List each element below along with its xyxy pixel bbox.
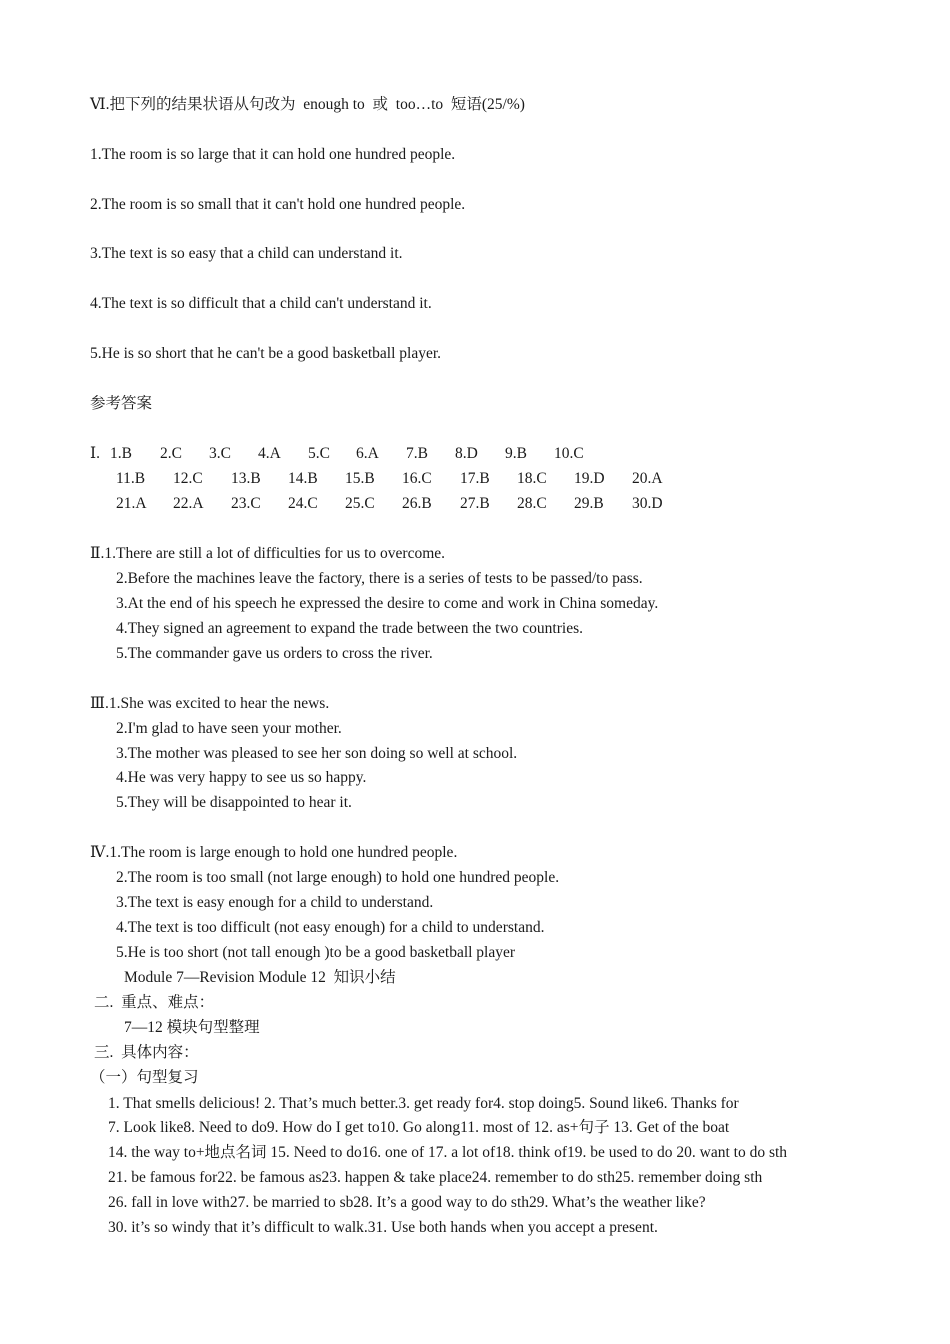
section6-heading: Ⅵ.把下列的结果状语从句改为 enough to 或 too…to 短语(25/%) — [90, 96, 525, 113]
answer-item: 13.B — [231, 470, 261, 487]
answer-item: 11.B — [116, 470, 146, 487]
summary-section3-label: 三. 具体内容： — [94, 1044, 199, 1061]
summary-sub1-label: （一）句型复习 — [90, 1069, 199, 1086]
section6-item-1: 1.The room is so large that it can hold one hundred people. — [90, 146, 456, 163]
summary-line-4: 21. be famous for22. be famous as23. happen & take place24. remember to do sth25. remember doing sth — [108, 1169, 763, 1186]
answer-item: 26.B — [402, 495, 432, 512]
answer-item: 25.C — [345, 495, 375, 512]
answers-part2-line-1: Ⅱ.1.There are still a lot of difficulties for us to overcome. — [90, 545, 446, 562]
summary-line-6: 30. it’s so windy that it’s difficult to walk.31. Use both hands when you accept a present. — [108, 1219, 658, 1236]
summary-section2-label: 二. 重点、难点： — [94, 994, 215, 1011]
answer-item: 16.C — [402, 470, 432, 487]
section6-item-4: 4.The text is so difficult that a child can't understand it. — [90, 295, 432, 312]
section6-item-2: 2.The room is so small that it can't hold one hundred people. — [90, 196, 466, 213]
answer-item: 2.C — [160, 445, 182, 462]
answer-item: 23.C — [231, 495, 261, 512]
answers-part4-line-5: 5.He is too short (not tall enough )to be a good basketball player — [116, 944, 516, 961]
section6-item-5: 5.He is so short that he can't be a good basketball player. — [90, 345, 442, 362]
answers-heading: 参考答案 — [90, 395, 153, 412]
answer-item: 1.B — [110, 445, 132, 462]
section6-item-3: 3.The text is so easy that a child can understand it. — [90, 245, 403, 262]
summary-title: Module 7—Revision Module 12 知识小结 — [124, 969, 396, 986]
answers-part4-line-3: 3.The text is easy enough for a child to understand. — [116, 894, 434, 911]
answer-item: 9.B — [505, 445, 527, 462]
answer-item: 27.B — [460, 495, 490, 512]
answer-item: 19.D — [574, 470, 605, 487]
summary-line-5: 26. fall in love with27. be married to sb28. It’s a good way to do sth29. What’s the weather like? — [108, 1194, 706, 1211]
answer-item: 8.D — [455, 445, 478, 462]
answer-item: 5.C — [308, 445, 330, 462]
answers-part3-line-5: 5.They will be disappointed to hear it. — [116, 794, 352, 811]
answers-part2-line-2: 2.Before the machines leave the factory, there is a series of tests to be passed/to pass. — [116, 570, 643, 587]
answer-item: 30.D — [632, 495, 663, 512]
answers-part3-line-1: Ⅲ.1.She was excited to hear the news. — [90, 695, 330, 712]
summary-line-2: 7. Look like8. Need to do9. How do I get to10. Go along11. most of 12. as+句子 13. Get of the boat — [108, 1119, 730, 1136]
answer-item: 18.C — [517, 470, 547, 487]
answer-item: 15.B — [345, 470, 375, 487]
answers-part4-line-4: 4.The text is too difficult (not easy enough) for a child to understand. — [116, 919, 545, 936]
answer-item: 3.C — [209, 445, 231, 462]
summary-line-3: 14. the way to+地点名词 15. Need to do16. one of 17. a lot of18. think of19. be used to do 20. want to do sth — [108, 1144, 788, 1161]
answers-part3-line-2: 2.I'm glad to have seen your mother. — [116, 720, 342, 737]
answer-item: 10.C — [554, 445, 584, 462]
summary-section2-text: 7—12 模块句型整理 — [124, 1019, 260, 1036]
answer-item: 14.B — [288, 470, 318, 487]
answers-part1-label: Ⅰ. — [90, 445, 100, 462]
answers-part4-line-2: 2.The room is too small (not large enough) to hold one hundred people. — [116, 869, 560, 886]
answer-item: 6.A — [356, 445, 379, 462]
answer-item: 7.B — [406, 445, 428, 462]
answers-part2-line-4: 4.They signed an agreement to expand the trade between the two countries. — [116, 620, 583, 637]
answers-part3-line-3: 3.The mother was pleased to see her son doing so well at school. — [116, 745, 518, 762]
answer-item: 24.C — [288, 495, 318, 512]
answer-item: 28.C — [517, 495, 547, 512]
answers-part2-line-3: 3.At the end of his speech he expressed the desire to come and work in China someday. — [116, 595, 659, 612]
summary-line-1: 1. That smells delicious! 2. That’s much better.3. get ready for4. stop doing5. Sound like6. Thanks for — [108, 1095, 739, 1112]
answer-item: 17.B — [460, 470, 490, 487]
answers-part3-line-4: 4.He was very happy to see us so happy. — [116, 769, 367, 786]
answer-item: 4.A — [258, 445, 281, 462]
answer-item: 29.B — [574, 495, 604, 512]
answer-item: 12.C — [173, 470, 203, 487]
answer-item: 20.A — [632, 470, 663, 487]
answers-part2-line-5: 5.The commander gave us orders to cross the river. — [116, 645, 433, 662]
answer-item: 21.A — [116, 495, 147, 512]
answers-part4-line-1: Ⅳ.1.The room is large enough to hold one hundred people. — [90, 844, 458, 861]
answer-item: 22.A — [173, 495, 204, 512]
